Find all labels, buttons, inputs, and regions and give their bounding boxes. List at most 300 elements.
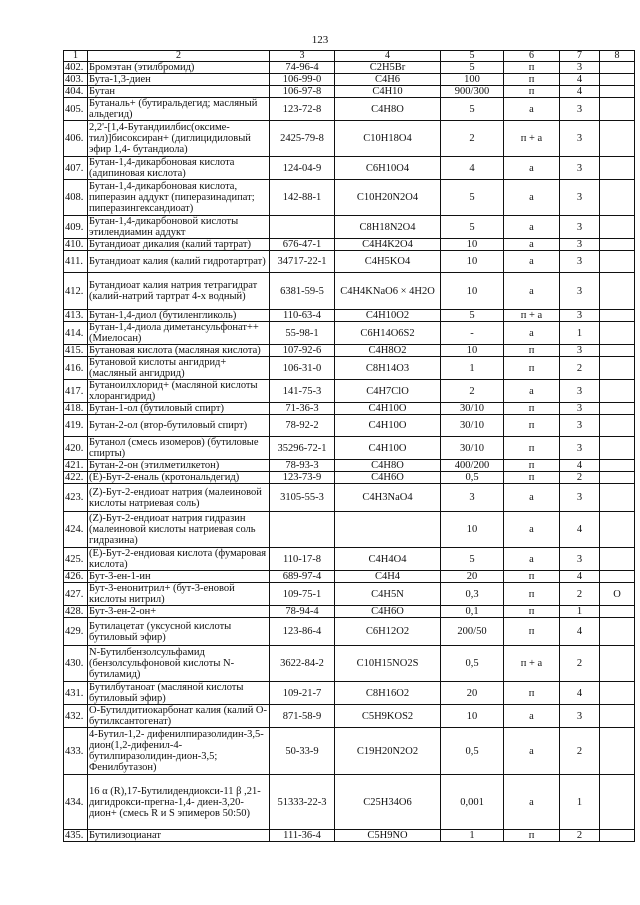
- cell-name: Бутановой кислоты ангидрид+ (масляный ангидрид): [88, 357, 270, 380]
- cell-mpc: 0,001: [441, 775, 504, 830]
- cell-hazard-class: 3: [560, 216, 600, 239]
- table-row: [64, 606, 635, 618]
- cell-number: 433.: [64, 728, 88, 775]
- cell-note: [600, 403, 635, 415]
- cell-note: [600, 216, 635, 239]
- cell-name: Бутилацетат (уксусной кислоты бутиловый эфир): [88, 618, 270, 646]
- table-row: [64, 98, 635, 121]
- cell-mpc: 30/10: [441, 437, 504, 460]
- cell-formula: C4H7ClO: [335, 380, 441, 403]
- cell-formula: C19H20N2O2: [335, 728, 441, 775]
- cell-name: Бутан-1,4-дикарбоновой кислоты этилендиамин аддукт: [88, 216, 270, 239]
- cell-note: [600, 62, 635, 74]
- cell-cas: 676-47-1: [270, 239, 335, 251]
- cell-note: [600, 618, 635, 646]
- page-number: 123: [311, 34, 329, 46]
- cell-hazard-class: 3: [560, 415, 600, 437]
- cell-mpc: 10: [441, 239, 504, 251]
- table-row: [64, 74, 635, 86]
- cell-note: [600, 74, 635, 86]
- cell-mpc: 0,5: [441, 646, 504, 682]
- cell-formula: C4H4O4: [335, 548, 441, 571]
- cell-cas: 6381-59-5: [270, 273, 335, 310]
- cell-cas: 871-58-9: [270, 705, 335, 728]
- cell-state: а: [504, 728, 560, 775]
- cell-formula: C4H10O2: [335, 310, 441, 322]
- cell-number: 420.: [64, 437, 88, 460]
- cell-hazard-class: 3: [560, 273, 600, 310]
- cell-cas: 71-36-3: [270, 403, 335, 415]
- table-row: [64, 273, 635, 310]
- cell-note: [600, 571, 635, 583]
- cell-name: Бутан-1-ол (бутиловый спирт): [88, 403, 270, 415]
- header-col-6: 6: [504, 51, 560, 62]
- cell-cas: [270, 512, 335, 548]
- cell-state: п: [504, 571, 560, 583]
- cell-formula: C4H4KNaO6 × 4H2O: [335, 273, 441, 310]
- cell-formula: C4H5N: [335, 583, 441, 606]
- cell-formula: C8H18N2O4: [335, 216, 441, 239]
- cell-note: [600, 548, 635, 571]
- cell-hazard-class: 4: [560, 74, 600, 86]
- cell-hazard-class: 3: [560, 251, 600, 273]
- table-row: [64, 705, 635, 728]
- cell-state: п: [504, 345, 560, 357]
- table-row: [64, 583, 635, 606]
- cell-state: п: [504, 357, 560, 380]
- cell-cas: 2425-79-8: [270, 121, 335, 157]
- cell-name: Бутаналь+ (бутиральдегид; масляный альдегид): [88, 98, 270, 121]
- cell-state: п: [504, 583, 560, 606]
- cell-name: Бутан-1,4-диола диметансульфонат++ (Миелосан): [88, 322, 270, 345]
- table-row: [64, 512, 635, 548]
- cell-number: 410.: [64, 239, 88, 251]
- cell-note: [600, 415, 635, 437]
- cell-mpc: 1: [441, 830, 504, 842]
- cell-mpc: 10: [441, 512, 504, 548]
- cell-number: 405.: [64, 98, 88, 121]
- cell-number: 424.: [64, 512, 88, 548]
- cell-note: [600, 345, 635, 357]
- cell-name: Бутан-1,4-дикарбоновая кислота (адипиновая кислота): [88, 157, 270, 180]
- table-body: [64, 62, 635, 842]
- cell-name: Бут-3-енонитрил+ (бут-3-еновой кислоты нитрил): [88, 583, 270, 606]
- cell-cas: 107-92-6: [270, 345, 335, 357]
- cell-note: [600, 251, 635, 273]
- cell-number: 407.: [64, 157, 88, 180]
- cell-formula: C5H9KOS2: [335, 705, 441, 728]
- header-col-2: 2: [88, 51, 270, 62]
- cell-hazard-class: 3: [560, 380, 600, 403]
- cell-name: Бут-3-ен-2-он+: [88, 606, 270, 618]
- cell-cas: 78-94-4: [270, 606, 335, 618]
- cell-name: 16 α (R),17-Бутилидендиокси-11 β ,21-дигидрокси-прегна-1,4- диен-3,20-дион+ (смесь R и S эпимеров 50:50): [88, 775, 270, 830]
- cell-formula: C8H14O3: [335, 357, 441, 380]
- cell-hazard-class: 3: [560, 548, 600, 571]
- cell-mpc: 2: [441, 380, 504, 403]
- header-col-5: 5: [441, 51, 504, 62]
- header-col-7: 7: [560, 51, 600, 62]
- cell-note: [600, 705, 635, 728]
- table-row: [64, 775, 635, 830]
- cell-note: [600, 472, 635, 484]
- table-row: [64, 484, 635, 512]
- cell-state: п: [504, 682, 560, 705]
- cell-formula: C4H5KO4: [335, 251, 441, 273]
- cell-mpc: 5: [441, 62, 504, 74]
- cell-name: Бутан-2-он (этилметилкетон): [88, 460, 270, 472]
- table-row: [64, 180, 635, 216]
- cell-number: 435.: [64, 830, 88, 842]
- cell-number: 423.: [64, 484, 88, 512]
- cell-hazard-class: 3: [560, 310, 600, 322]
- cell-mpc: 100: [441, 74, 504, 86]
- cell-cas: 109-21-7: [270, 682, 335, 705]
- cell-state: а: [504, 98, 560, 121]
- cell-formula: C4H8O: [335, 460, 441, 472]
- cell-state: п: [504, 437, 560, 460]
- cell-cas: 123-86-4: [270, 618, 335, 646]
- cell-state: п: [504, 403, 560, 415]
- cell-name: 4-Бутил-1,2- дифенилпиразолидин-3,5- дион(1,2-дифенил-4-бутилпиразолидин-дион-3,5; Фенилбутазон): [88, 728, 270, 775]
- table-row: [64, 646, 635, 682]
- cell-cas: 109-75-1: [270, 583, 335, 606]
- cell-note: [600, 775, 635, 830]
- cell-hazard-class: 1: [560, 775, 600, 830]
- cell-number: 413.: [64, 310, 88, 322]
- cell-cas: 110-17-8: [270, 548, 335, 571]
- cell-formula: C5H9NO: [335, 830, 441, 842]
- cell-cas: 123-73-9: [270, 472, 335, 484]
- header-col-3: 3: [270, 51, 335, 62]
- cell-name: (Z)-Бут-2-ендиоат натрия гидразин (малеиновой кислоты натриевая соль гидразина): [88, 512, 270, 548]
- cell-note: [600, 157, 635, 180]
- cell-state: п + а: [504, 310, 560, 322]
- cell-state: п: [504, 606, 560, 618]
- cell-cas: 3105-55-3: [270, 484, 335, 512]
- table-row: [64, 403, 635, 415]
- table-row: [64, 830, 635, 842]
- cell-hazard-class: 3: [560, 157, 600, 180]
- cell-name: Бут-3-ен-1-ин: [88, 571, 270, 583]
- cell-state: а: [504, 273, 560, 310]
- cell-mpc: 4: [441, 157, 504, 180]
- table-row: [64, 157, 635, 180]
- cell-formula: C4H8O: [335, 98, 441, 121]
- cell-cas: 106-31-0: [270, 357, 335, 380]
- cell-cas: 106-97-8: [270, 86, 335, 98]
- cell-name: O-Бутилдитиокарбонат калия (калий O-бутилксантогенат): [88, 705, 270, 728]
- cell-state: а: [504, 705, 560, 728]
- cell-state: а: [504, 239, 560, 251]
- cell-state: п + а: [504, 646, 560, 682]
- table-row: [64, 216, 635, 239]
- cell-note: [600, 728, 635, 775]
- cell-formula: C10H20N2O4: [335, 180, 441, 216]
- cell-cas: 74-96-4: [270, 62, 335, 74]
- cell-state: а: [504, 548, 560, 571]
- cell-number: 431.: [64, 682, 88, 705]
- cell-hazard-class: 3: [560, 403, 600, 415]
- cell-hazard-class: 3: [560, 62, 600, 74]
- cell-mpc: 0,1: [441, 606, 504, 618]
- cell-mpc: 5: [441, 310, 504, 322]
- cell-state: п: [504, 62, 560, 74]
- cell-hazard-class: 2: [560, 583, 600, 606]
- cell-cas: 142-88-1: [270, 180, 335, 216]
- header-col-4: 4: [335, 51, 441, 62]
- cell-cas: 34717-22-1: [270, 251, 335, 273]
- cell-hazard-class: 4: [560, 512, 600, 548]
- cell-name: Бутилбутаноат (масляной кислоты бутиловый эфир): [88, 682, 270, 705]
- cell-hazard-class: 4: [560, 571, 600, 583]
- cell-formula: C4H10: [335, 86, 441, 98]
- cell-formula: C4H8O2: [335, 345, 441, 357]
- cell-note: [600, 646, 635, 682]
- cell-hazard-class: 3: [560, 437, 600, 460]
- cell-formula: C25H34O6: [335, 775, 441, 830]
- table-row: [64, 322, 635, 345]
- cell-mpc: 10: [441, 345, 504, 357]
- cell-number: 426.: [64, 571, 88, 583]
- cell-mpc: 20: [441, 682, 504, 705]
- cell-mpc: 0,5: [441, 472, 504, 484]
- cell-name: Бутан-2-ол (втор-бутиловый спирт): [88, 415, 270, 437]
- cell-number: 428.: [64, 606, 88, 618]
- cell-formula: C6H14O6S2: [335, 322, 441, 345]
- cell-hazard-class: 3: [560, 121, 600, 157]
- cell-state: а: [504, 180, 560, 216]
- cell-note: [600, 121, 635, 157]
- cell-state: п + а: [504, 121, 560, 157]
- cell-hazard-class: 3: [560, 239, 600, 251]
- cell-mpc: 10: [441, 273, 504, 310]
- cell-state: п: [504, 472, 560, 484]
- cell-formula: C6H10O4: [335, 157, 441, 180]
- table-row: [64, 251, 635, 273]
- cell-number: 404.: [64, 86, 88, 98]
- cell-state: п: [504, 74, 560, 86]
- table-row: [64, 239, 635, 251]
- cell-cas: 35296-72-1: [270, 437, 335, 460]
- cell-number: 430.: [64, 646, 88, 682]
- cell-note: [600, 239, 635, 251]
- cell-number: 422.: [64, 472, 88, 484]
- cell-number: 403.: [64, 74, 88, 86]
- cell-note: [600, 322, 635, 345]
- cell-state: а: [504, 512, 560, 548]
- cell-name: Бутан-1,4-дикарбоновая кислота, пиперазин аддукт (пиперазинадипат; пиперазингександиоат): [88, 180, 270, 216]
- cell-number: 406.: [64, 121, 88, 157]
- cell-state: а: [504, 380, 560, 403]
- cell-number: 434.: [64, 775, 88, 830]
- table-row: [64, 472, 635, 484]
- cell-hazard-class: 2: [560, 472, 600, 484]
- cell-formula: C4H4K2O4: [335, 239, 441, 251]
- cell-name: (E)-Бут-2-ендиовая кислота (фумаровая кислота): [88, 548, 270, 571]
- table-row: [64, 415, 635, 437]
- cell-formula: C4H10O: [335, 437, 441, 460]
- cell-state: а: [504, 322, 560, 345]
- cell-hazard-class: 3: [560, 345, 600, 357]
- cell-hazard-class: 2: [560, 830, 600, 842]
- cell-number: 427.: [64, 583, 88, 606]
- cell-number: 418.: [64, 403, 88, 415]
- cell-formula: C10H18O4: [335, 121, 441, 157]
- cell-note: [600, 180, 635, 216]
- cell-number: 425.: [64, 548, 88, 571]
- cell-number: 421.: [64, 460, 88, 472]
- cell-number: 412.: [64, 273, 88, 310]
- cell-number: 408.: [64, 180, 88, 216]
- cell-state: а: [504, 251, 560, 273]
- cell-note: [600, 437, 635, 460]
- cell-formula: C10H15NO2S: [335, 646, 441, 682]
- cell-name: (E)-Бут-2-еналь (кротональдегид): [88, 472, 270, 484]
- cell-number: 415.: [64, 345, 88, 357]
- table-row: [64, 345, 635, 357]
- cell-hazard-class: 3: [560, 98, 600, 121]
- cell-mpc: 5: [441, 548, 504, 571]
- cell-mpc: 30/10: [441, 415, 504, 437]
- cell-name: Бутановая кислота (масляная кислота): [88, 345, 270, 357]
- cell-cas: 55-98-1: [270, 322, 335, 345]
- cell-formula: [335, 512, 441, 548]
- cell-mpc: -: [441, 322, 504, 345]
- table-row: [64, 62, 635, 74]
- cell-mpc: 2: [441, 121, 504, 157]
- cell-formula: C4H10O: [335, 403, 441, 415]
- table-row: [64, 548, 635, 571]
- cell-name: (Z)-Бут-2-ендиоат натрия (малеиновой кислоты натриевая соль): [88, 484, 270, 512]
- cell-hazard-class: 1: [560, 606, 600, 618]
- cell-state: п: [504, 830, 560, 842]
- cell-cas: 78-92-2: [270, 415, 335, 437]
- cell-formula: C4H6O: [335, 606, 441, 618]
- cell-formula: C8H16O2: [335, 682, 441, 705]
- cell-name: Бутандиоат калия (калий гидротартрат): [88, 251, 270, 273]
- cell-mpc: 1: [441, 357, 504, 380]
- cell-hazard-class: 4: [560, 86, 600, 98]
- cell-number: 414.: [64, 322, 88, 345]
- cell-note: [600, 273, 635, 310]
- cell-name: Бутан: [88, 86, 270, 98]
- header-row: [64, 51, 635, 62]
- cell-hazard-class: 3: [560, 180, 600, 216]
- cell-hazard-class: 4: [560, 618, 600, 646]
- cell-mpc: 0,3: [441, 583, 504, 606]
- cell-state: п: [504, 86, 560, 98]
- cell-number: 411.: [64, 251, 88, 273]
- cell-formula: C4H6O: [335, 472, 441, 484]
- cell-note: [600, 512, 635, 548]
- cell-name: Бутилизоцианат: [88, 830, 270, 842]
- cell-state: п: [504, 618, 560, 646]
- cell-note: [600, 357, 635, 380]
- cell-note: O: [600, 583, 635, 606]
- cell-state: а: [504, 484, 560, 512]
- cell-hazard-class: 4: [560, 682, 600, 705]
- cell-number: 416.: [64, 357, 88, 380]
- cell-name: N-Бутилбензолсульфамид (бензолсульфоновой кислоты N-бутиламид): [88, 646, 270, 682]
- cell-state: п: [504, 460, 560, 472]
- table-row: [64, 121, 635, 157]
- cell-mpc: 0,5: [441, 728, 504, 775]
- table-row: [64, 682, 635, 705]
- cell-name: Бутан-1,4-диол (бутиленгликоль): [88, 310, 270, 322]
- cell-cas: 78-93-3: [270, 460, 335, 472]
- cell-number: 419.: [64, 415, 88, 437]
- cell-number: 432.: [64, 705, 88, 728]
- cell-hazard-class: 2: [560, 646, 600, 682]
- cell-cas: 141-75-3: [270, 380, 335, 403]
- cell-cas: 3622-84-2: [270, 646, 335, 682]
- cell-note: [600, 98, 635, 121]
- cell-note: [600, 310, 635, 322]
- cell-name: Бутаноилхлорид+ (масляной кислоты хлорангидрид): [88, 380, 270, 403]
- cell-note: [600, 460, 635, 472]
- cell-number: 402.: [64, 62, 88, 74]
- cell-hazard-class: 1: [560, 322, 600, 345]
- cell-cas: 110-63-4: [270, 310, 335, 322]
- cell-number: 417.: [64, 380, 88, 403]
- cell-state: п: [504, 415, 560, 437]
- cell-cas: 51333-22-3: [270, 775, 335, 830]
- cell-mpc: 200/50: [441, 618, 504, 646]
- table-row: [64, 618, 635, 646]
- table-row: [64, 460, 635, 472]
- cell-cas: 106-99-0: [270, 74, 335, 86]
- cell-name: Бутанол (смесь изомеров) (бутиловые спирты): [88, 437, 270, 460]
- cell-cas: [270, 216, 335, 239]
- table-row: [64, 728, 635, 775]
- header-col-1: 1: [64, 51, 88, 62]
- cell-mpc: 3: [441, 484, 504, 512]
- cell-name: Бутандиоат дикалия (калий тартрат): [88, 239, 270, 251]
- cell-note: [600, 682, 635, 705]
- cell-cas: 50-33-9: [270, 728, 335, 775]
- cell-number: 429.: [64, 618, 88, 646]
- cell-hazard-class: 2: [560, 728, 600, 775]
- cell-formula: C4H4: [335, 571, 441, 583]
- table-row: [64, 86, 635, 98]
- cell-mpc: 5: [441, 216, 504, 239]
- cell-formula: C4H6: [335, 74, 441, 86]
- substances-table: [63, 50, 635, 842]
- header-col-8: 8: [600, 51, 635, 62]
- cell-note: [600, 484, 635, 512]
- cell-mpc: 400/200: [441, 460, 504, 472]
- table-row: [64, 310, 635, 322]
- cell-formula: C4H3NaO4: [335, 484, 441, 512]
- table-row: [64, 571, 635, 583]
- cell-note: [600, 380, 635, 403]
- cell-name: 2,2'-[1,4-Бутандиилбис(оксиме-тил)]бисоксиран+ (диглицидиловый эфир 1,4- бутандиола): [88, 121, 270, 157]
- cell-formula: C4H10O: [335, 415, 441, 437]
- cell-name: Бута-1,3-диен: [88, 74, 270, 86]
- cell-state: а: [504, 216, 560, 239]
- cell-cas: 111-36-4: [270, 830, 335, 842]
- cell-formula: C2H5Br: [335, 62, 441, 74]
- cell-mpc: 20: [441, 571, 504, 583]
- cell-mpc: 30/10: [441, 403, 504, 415]
- cell-hazard-class: 4: [560, 460, 600, 472]
- cell-state: а: [504, 775, 560, 830]
- table-row: [64, 357, 635, 380]
- cell-note: [600, 606, 635, 618]
- cell-name: Бромэтан (этилбромид): [88, 62, 270, 74]
- cell-cas: 123-72-8: [270, 98, 335, 121]
